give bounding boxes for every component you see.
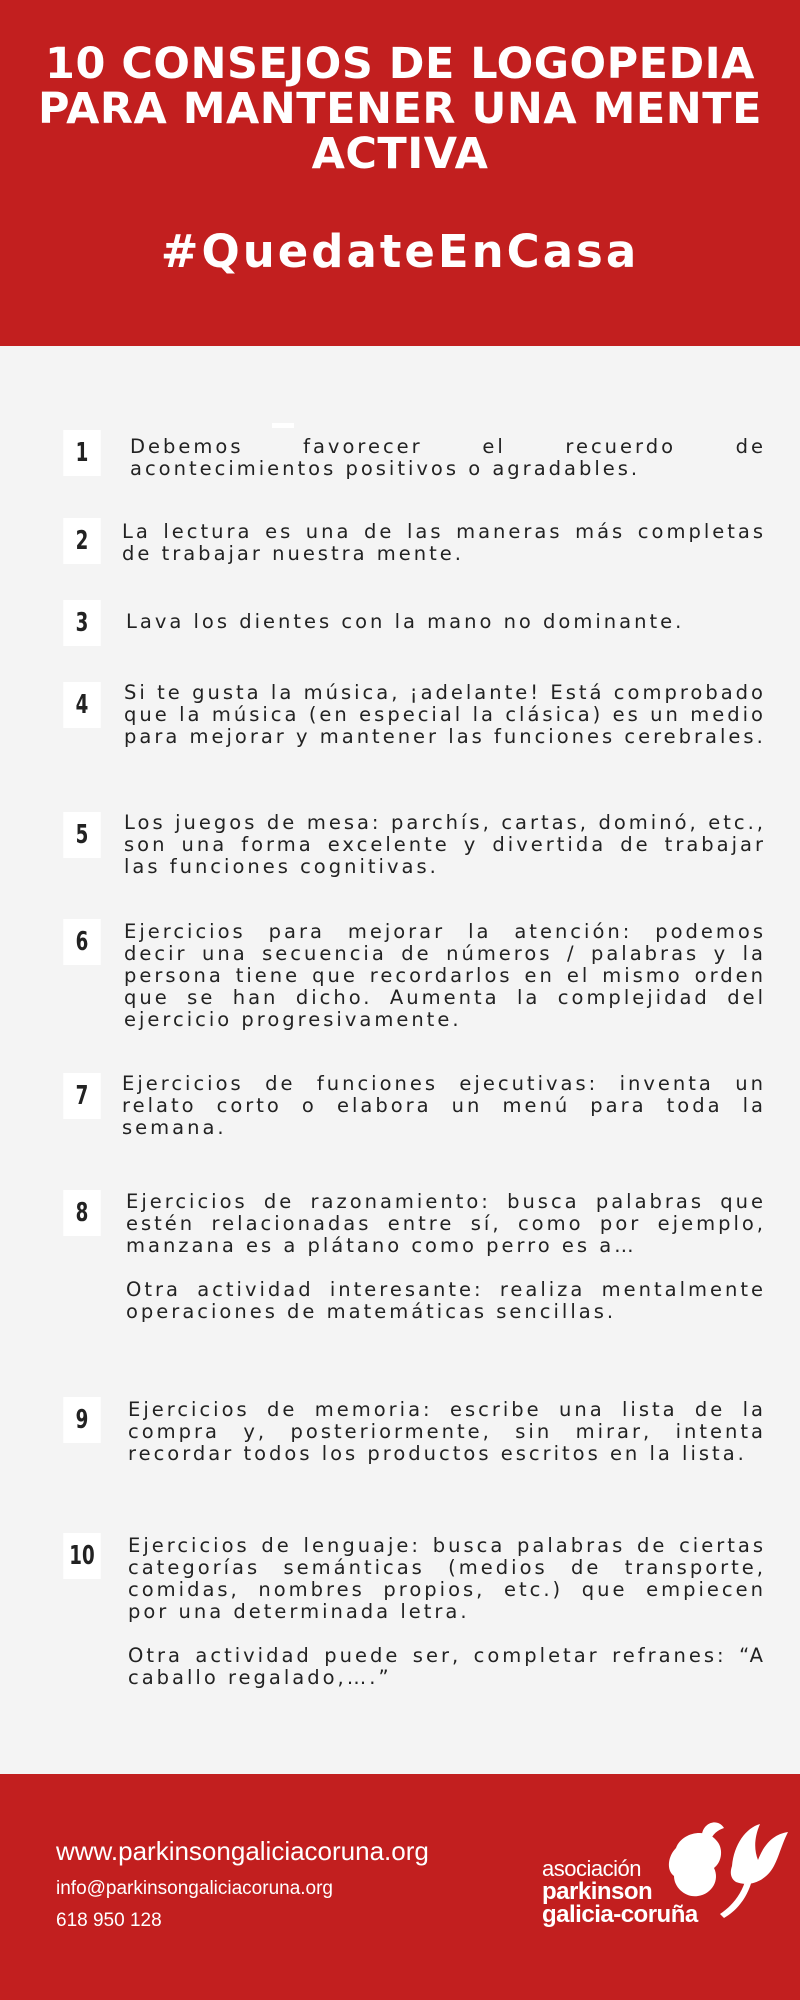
tip-number-badge: 4 (63, 682, 100, 728)
tip-text (124, 682, 766, 748)
hashtag: #QuedateEnCasa (160, 225, 640, 278)
website-link[interactable]: www.parkinsongaliciacoruna.org (56, 1836, 429, 1866)
tip-paragraph: Ejercicios de razonamiento: busca palabras que estén relacionadas entre sí, como por ejemplo, manzana es a plátano como perro es a… (126, 1190, 766, 1257)
tip-number-badge: 1 (63, 430, 100, 476)
tip-number-badge: 9 (63, 1397, 100, 1443)
tip-text (128, 1399, 766, 1465)
footer (0, 1774, 800, 2000)
page-title (20, 39, 780, 179)
tip-text (122, 521, 766, 565)
tip-number-badge: 3 (63, 600, 100, 646)
tip-paragraph: Ejercicios de funciones ejecutivas: inventa un relato corto o elabora un menú para toda la semana. (122, 1072, 766, 1139)
tip-paragraph: La lectura es una de las maneras más completas de trabajar nuestra mente. (122, 520, 766, 565)
tip-paragraph: Otra actividad interesante: realiza mentalmente operaciones de matemáticas sencillas. (126, 1278, 766, 1323)
header (0, 0, 800, 346)
tip-text (130, 436, 766, 480)
email-link[interactable]: info@parkinsongaliciacoruna.org (56, 1878, 334, 1899)
decorative-dash (272, 423, 294, 428)
tip-paragraph: Ejercicios de lenguaje: busca palabras de ciertas categorías semánticas (medios de transporte, comidas, nombres propios, etc.) que empiecen por una determinada letra. (128, 1534, 766, 1623)
tip-text (124, 921, 766, 1031)
association-logo-text (542, 1858, 698, 1926)
logo-line: galicia-coruña (542, 1901, 698, 1928)
tip-text (124, 812, 766, 878)
tip-paragraph: Ejercicios de memoria: escribe una lista de la compra y, posteriormente, sin mirar, intenta recordar todos los productos escritos en la lista. (128, 1398, 766, 1465)
logo-line: parkinson (542, 1878, 653, 1905)
tip-number-badge: 2 (63, 518, 100, 564)
logo-line: asociación (542, 1856, 641, 1881)
tip-paragraph: Ejercicios para mejorar la atención: podemos decir una secuencia de números / palabras y la persona tiene que recordarlos en el mismo orden que se han dicho. Aumenta la complejidad del ejercicio progresivamente. (124, 920, 766, 1031)
tip-text (128, 1535, 766, 1689)
tip-number-badge: 5 (63, 812, 100, 858)
tip-text (122, 1073, 766, 1139)
tip-paragraph: Otra actividad puede ser, completar refranes: “A caballo regalado,….” (128, 1644, 766, 1689)
title-line: PARA MANTENER UNA MENTE (38, 84, 762, 134)
tip-number-badge: 6 (63, 919, 100, 965)
tip-text (126, 1191, 766, 1323)
tip-number-badge: 8 (63, 1190, 100, 1236)
phone-number[interactable]: 618 950 128 (56, 1910, 162, 1931)
tip-paragraph: Debemos favorecer el recuerdo de acontecimientos positivos o agradables. (130, 435, 766, 480)
tip-number-badge: 7 (63, 1073, 100, 1119)
tip-paragraph: Lava los dientes con la mano no dominante. (126, 610, 685, 633)
tip-paragraph: Si te gusta la música, ¡adelante! Está comprobado que la música (en especial la clásica) es un medio para mejorar y mantener las funciones cerebrales. (124, 681, 766, 748)
tip-paragraph: Los juegos de mesa: parchís, cartas, dominó, etc., son una forma excelente y divertida de trabajar las funciones cognitivas. (124, 811, 766, 878)
title-line: 10 CONSEJOS DE LOGOPEDIA (45, 39, 755, 89)
tip-number-badge: 10 (63, 1533, 100, 1579)
tip-text (126, 611, 766, 633)
title-line: ACTIVA (311, 129, 489, 179)
